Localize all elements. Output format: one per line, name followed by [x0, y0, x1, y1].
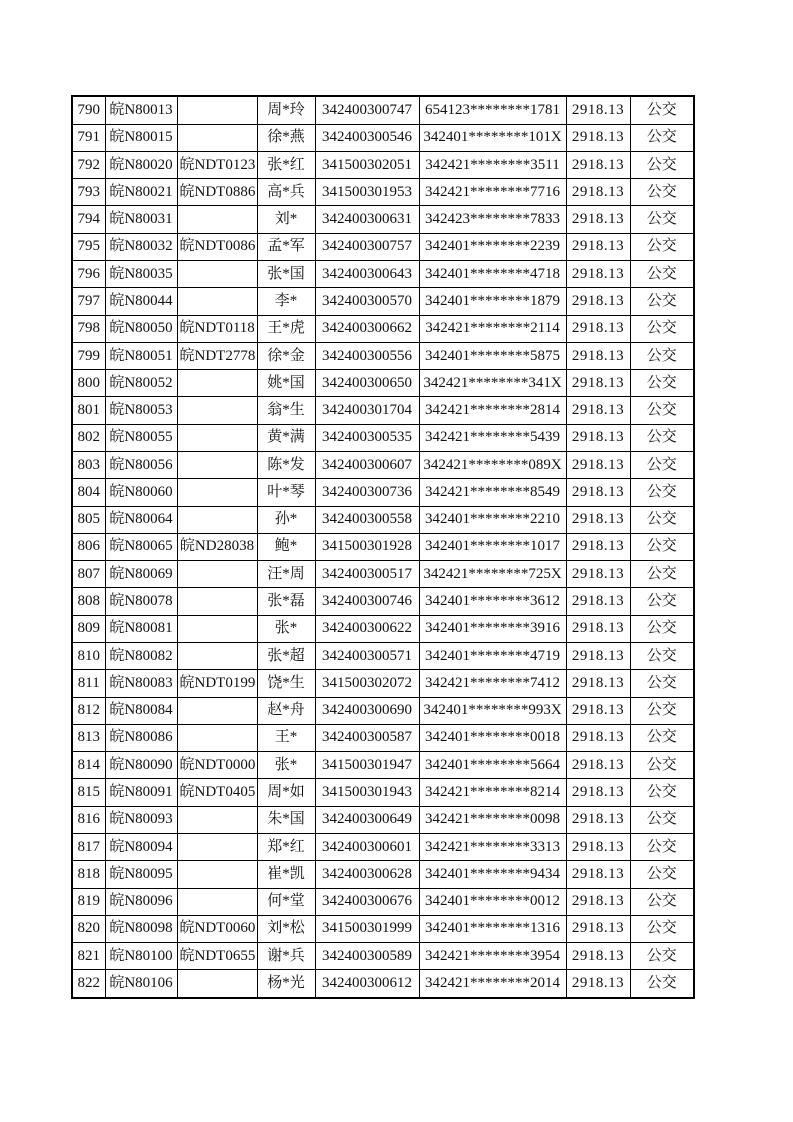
table-row [72, 424, 694, 451]
cell-amount: 2918.13 [566, 397, 630, 424]
cell-amount: 2918.13 [566, 206, 630, 233]
cell-seq-number: 792 [72, 151, 105, 178]
cell-license-plate: 皖N80051 [105, 342, 177, 369]
cell-old-license-plate [177, 642, 257, 669]
cell-old-license-plate [177, 452, 257, 479]
cell-usage-type: 公交 [630, 452, 694, 479]
cell-old-license-plate [177, 96, 257, 124]
table-row [72, 806, 694, 833]
cell-old-license-plate: 皖NDT0655 [177, 943, 257, 970]
cell-amount: 2918.13 [566, 561, 630, 588]
cell-seq-number: 809 [72, 615, 105, 642]
cell-cert-number: 342400300746 [315, 588, 419, 615]
cell-id-number: 342421********341X [419, 370, 566, 397]
cell-seq-number: 819 [72, 888, 105, 915]
cell-id-number: 342421********2014 [419, 970, 566, 998]
cell-owner-name: 王* [257, 724, 315, 751]
table-row [72, 233, 694, 260]
cell-id-number: 342421********3511 [419, 151, 566, 178]
cell-license-plate: 皖N80100 [105, 943, 177, 970]
cell-id-number: 342401********0018 [419, 724, 566, 751]
cell-license-plate: 皖N80081 [105, 615, 177, 642]
cell-id-number: 342401********1017 [419, 533, 566, 560]
table-row [72, 642, 694, 669]
table-row [72, 397, 694, 424]
cell-owner-name: 徐*金 [257, 342, 315, 369]
cell-cert-number: 342400300556 [315, 342, 419, 369]
cell-id-number: 342401********1879 [419, 288, 566, 315]
cell-license-plate: 皖N80096 [105, 888, 177, 915]
cell-cert-number: 342400300601 [315, 833, 419, 860]
cell-cert-number: 342400300690 [315, 697, 419, 724]
cell-id-number: 342421********0098 [419, 806, 566, 833]
cell-id-number: 342401********5875 [419, 342, 566, 369]
cell-usage-type: 公交 [630, 151, 694, 178]
cell-id-number: 342401********101X [419, 124, 566, 151]
cell-owner-name: 姚*国 [257, 370, 315, 397]
cell-cert-number: 342400301704 [315, 397, 419, 424]
cell-usage-type: 公交 [630, 96, 694, 124]
cell-owner-name: 徐*燕 [257, 124, 315, 151]
cell-owner-name: 陈*发 [257, 452, 315, 479]
cell-id-number: 342421********8214 [419, 779, 566, 806]
cell-usage-type: 公交 [630, 233, 694, 260]
cell-license-plate: 皖N80052 [105, 370, 177, 397]
cell-amount: 2918.13 [566, 96, 630, 124]
cell-usage-type: 公交 [630, 288, 694, 315]
cell-seq-number: 799 [72, 342, 105, 369]
cell-old-license-plate [177, 970, 257, 998]
cell-usage-type: 公交 [630, 206, 694, 233]
cell-id-number: 342401********4718 [419, 261, 566, 288]
cell-license-plate: 皖N80106 [105, 970, 177, 998]
cell-id-number: 342401********993X [419, 697, 566, 724]
cell-usage-type: 公交 [630, 424, 694, 451]
table-row [72, 506, 694, 533]
cell-usage-type: 公交 [630, 779, 694, 806]
cell-cert-number: 342400300546 [315, 124, 419, 151]
cell-amount: 2918.13 [566, 697, 630, 724]
cell-license-plate: 皖N80021 [105, 179, 177, 206]
cell-old-license-plate [177, 615, 257, 642]
cell-owner-name: 汪*周 [257, 561, 315, 588]
cell-license-plate: 皖N80032 [105, 233, 177, 260]
cell-owner-name: 崔*凯 [257, 861, 315, 888]
table-row [72, 370, 694, 397]
cell-cert-number: 342400300736 [315, 479, 419, 506]
table-row [72, 561, 694, 588]
cell-seq-number: 808 [72, 588, 105, 615]
cell-id-number: 342421********2814 [419, 397, 566, 424]
cell-old-license-plate [177, 888, 257, 915]
cell-license-plate: 皖N80069 [105, 561, 177, 588]
table-row [72, 261, 694, 288]
cell-amount: 2918.13 [566, 452, 630, 479]
table-row [72, 452, 694, 479]
table-row [72, 615, 694, 642]
cell-seq-number: 817 [72, 833, 105, 860]
cell-amount: 2918.13 [566, 179, 630, 206]
cell-license-plate: 皖N80020 [105, 151, 177, 178]
cell-cert-number: 342400300535 [315, 424, 419, 451]
cell-cert-number: 341500301953 [315, 179, 419, 206]
cell-cert-number: 342400300649 [315, 806, 419, 833]
cell-owner-name: 赵*舟 [257, 697, 315, 724]
cell-cert-number: 342400300587 [315, 724, 419, 751]
cell-amount: 2918.13 [566, 833, 630, 860]
cell-usage-type: 公交 [630, 588, 694, 615]
cell-license-plate: 皖N80035 [105, 261, 177, 288]
cell-amount: 2918.13 [566, 261, 630, 288]
table-row [72, 724, 694, 751]
cell-old-license-plate [177, 206, 257, 233]
cell-license-plate: 皖N80031 [105, 206, 177, 233]
cell-old-license-plate: 皖NDT0405 [177, 779, 257, 806]
cell-cert-number: 341500301947 [315, 752, 419, 779]
cell-old-license-plate: 皖NDT0199 [177, 670, 257, 697]
cell-cert-number: 341500302051 [315, 151, 419, 178]
cell-id-number: 342401********1316 [419, 915, 566, 942]
cell-amount: 2918.13 [566, 233, 630, 260]
table-row [72, 479, 694, 506]
cell-seq-number: 793 [72, 179, 105, 206]
cell-seq-number: 803 [72, 452, 105, 479]
cell-owner-name: 高*兵 [257, 179, 315, 206]
cell-owner-name: 黄*满 [257, 424, 315, 451]
cell-amount: 2918.13 [566, 315, 630, 342]
cell-license-plate: 皖N80013 [105, 96, 177, 124]
cell-seq-number: 804 [72, 479, 105, 506]
cell-amount: 2918.13 [566, 642, 630, 669]
cell-cert-number: 342400300757 [315, 233, 419, 260]
cell-usage-type: 公交 [630, 615, 694, 642]
cell-seq-number: 800 [72, 370, 105, 397]
cell-id-number: 342401********4719 [419, 642, 566, 669]
cell-cert-number: 342400300558 [315, 506, 419, 533]
cell-old-license-plate [177, 861, 257, 888]
cell-old-license-plate [177, 833, 257, 860]
table-row [72, 288, 694, 315]
cell-seq-number: 807 [72, 561, 105, 588]
cell-owner-name: 张* [257, 615, 315, 642]
table-row [72, 124, 694, 151]
cell-owner-name: 朱*国 [257, 806, 315, 833]
cell-seq-number: 791 [72, 124, 105, 151]
cell-amount: 2918.13 [566, 615, 630, 642]
cell-owner-name: 鲍* [257, 533, 315, 560]
cell-owner-name: 张*红 [257, 151, 315, 178]
cell-cert-number: 342400300622 [315, 615, 419, 642]
cell-amount: 2918.13 [566, 533, 630, 560]
cell-usage-type: 公交 [630, 861, 694, 888]
cell-id-number: 342423********7833 [419, 206, 566, 233]
cell-license-plate: 皖N80055 [105, 424, 177, 451]
cell-license-plate: 皖N80091 [105, 779, 177, 806]
cell-seq-number: 813 [72, 724, 105, 751]
cell-old-license-plate [177, 370, 257, 397]
cell-usage-type: 公交 [630, 533, 694, 560]
cell-seq-number: 795 [72, 233, 105, 260]
subsidy-table [71, 95, 695, 999]
cell-cert-number: 341500302072 [315, 670, 419, 697]
cell-amount: 2918.13 [566, 588, 630, 615]
table-row [72, 888, 694, 915]
cell-seq-number: 816 [72, 806, 105, 833]
cell-owner-name: 孟*军 [257, 233, 315, 260]
cell-seq-number: 798 [72, 315, 105, 342]
cell-license-plate: 皖N80044 [105, 288, 177, 315]
table-row [72, 151, 694, 178]
cell-old-license-plate [177, 724, 257, 751]
cell-id-number: 342421********7716 [419, 179, 566, 206]
cell-seq-number: 815 [72, 779, 105, 806]
cell-old-license-plate [177, 506, 257, 533]
cell-usage-type: 公交 [630, 179, 694, 206]
cell-old-license-plate [177, 561, 257, 588]
cell-usage-type: 公交 [630, 970, 694, 998]
cell-id-number: 342401********9434 [419, 861, 566, 888]
cell-license-plate: 皖N80064 [105, 506, 177, 533]
cell-cert-number: 342400300589 [315, 943, 419, 970]
cell-cert-number: 342400300631 [315, 206, 419, 233]
table-row [72, 779, 694, 806]
cell-license-plate: 皖N80050 [105, 315, 177, 342]
cell-id-number: 342401********3612 [419, 588, 566, 615]
cell-amount: 2918.13 [566, 779, 630, 806]
cell-seq-number: 818 [72, 861, 105, 888]
cell-cert-number: 342400300571 [315, 642, 419, 669]
cell-owner-name: 王*虎 [257, 315, 315, 342]
cell-id-number: 342421********725X [419, 561, 566, 588]
cell-seq-number: 806 [72, 533, 105, 560]
cell-owner-name: 郑*红 [257, 833, 315, 860]
cell-id-number: 342421********089X [419, 452, 566, 479]
cell-amount: 2918.13 [566, 861, 630, 888]
cell-cert-number: 342400300517 [315, 561, 419, 588]
cell-old-license-plate [177, 479, 257, 506]
cell-seq-number: 796 [72, 261, 105, 288]
cell-seq-number: 790 [72, 96, 105, 124]
cell-amount: 2918.13 [566, 724, 630, 751]
cell-cert-number: 342400300662 [315, 315, 419, 342]
cell-usage-type: 公交 [630, 561, 694, 588]
table-row [72, 588, 694, 615]
cell-amount: 2918.13 [566, 151, 630, 178]
cell-seq-number: 814 [72, 752, 105, 779]
cell-cert-number: 342400300643 [315, 261, 419, 288]
cell-owner-name: 张*国 [257, 261, 315, 288]
cell-license-plate: 皖N80086 [105, 724, 177, 751]
cell-amount: 2918.13 [566, 943, 630, 970]
table-row [72, 342, 694, 369]
cell-seq-number: 810 [72, 642, 105, 669]
cell-usage-type: 公交 [630, 124, 694, 151]
cell-cert-number: 342400300747 [315, 96, 419, 124]
cell-license-plate: 皖N80090 [105, 752, 177, 779]
cell-old-license-plate: 皖NDT0123 [177, 151, 257, 178]
cell-id-number: 654123********1781 [419, 96, 566, 124]
table-row [72, 861, 694, 888]
table-row [72, 752, 694, 779]
cell-old-license-plate [177, 288, 257, 315]
cell-old-license-plate: 皖NDT2778 [177, 342, 257, 369]
cell-usage-type: 公交 [630, 506, 694, 533]
cell-license-plate: 皖N80053 [105, 397, 177, 424]
cell-cert-number: 341500301999 [315, 915, 419, 942]
cell-usage-type: 公交 [630, 833, 694, 860]
cell-usage-type: 公交 [630, 888, 694, 915]
cell-seq-number: 821 [72, 943, 105, 970]
cell-old-license-plate [177, 124, 257, 151]
cell-id-number: 342421********2114 [419, 315, 566, 342]
table-row [72, 315, 694, 342]
cell-cert-number: 342400300612 [315, 970, 419, 998]
cell-usage-type: 公交 [630, 915, 694, 942]
cell-owner-name: 饶*生 [257, 670, 315, 697]
cell-amount: 2918.13 [566, 915, 630, 942]
cell-old-license-plate [177, 424, 257, 451]
cell-owner-name: 周*如 [257, 779, 315, 806]
cell-seq-number: 802 [72, 424, 105, 451]
table-row [72, 670, 694, 697]
cell-old-license-plate: 皖ND28038 [177, 533, 257, 560]
cell-old-license-plate [177, 588, 257, 615]
cell-license-plate: 皖N80083 [105, 670, 177, 697]
cell-seq-number: 820 [72, 915, 105, 942]
cell-usage-type: 公交 [630, 342, 694, 369]
cell-old-license-plate [177, 397, 257, 424]
cell-old-license-plate [177, 806, 257, 833]
table-body [72, 96, 694, 998]
cell-usage-type: 公交 [630, 642, 694, 669]
cell-owner-name: 杨*光 [257, 970, 315, 998]
cell-license-plate: 皖N80084 [105, 697, 177, 724]
cell-license-plate: 皖N80082 [105, 642, 177, 669]
cell-old-license-plate: 皖NDT0086 [177, 233, 257, 260]
table-row [72, 943, 694, 970]
cell-license-plate: 皖N80094 [105, 833, 177, 860]
cell-cert-number: 342400300607 [315, 452, 419, 479]
cell-cert-number: 341500301928 [315, 533, 419, 560]
cell-seq-number: 811 [72, 670, 105, 697]
cell-seq-number: 812 [72, 697, 105, 724]
cell-amount: 2918.13 [566, 479, 630, 506]
cell-cert-number: 342400300628 [315, 861, 419, 888]
cell-cert-number: 342400300570 [315, 288, 419, 315]
cell-id-number: 342401********2239 [419, 233, 566, 260]
cell-amount: 2918.13 [566, 806, 630, 833]
cell-seq-number: 797 [72, 288, 105, 315]
cell-amount: 2918.13 [566, 370, 630, 397]
table-row [72, 206, 694, 233]
cell-seq-number: 794 [72, 206, 105, 233]
cell-owner-name: 谢*兵 [257, 943, 315, 970]
cell-amount: 2918.13 [566, 506, 630, 533]
table-row [72, 697, 694, 724]
cell-owner-name: 李* [257, 288, 315, 315]
cell-id-number: 342401********0012 [419, 888, 566, 915]
table-row [72, 833, 694, 860]
cell-usage-type: 公交 [630, 724, 694, 751]
cell-old-license-plate: 皖NDT0118 [177, 315, 257, 342]
cell-owner-name: 孙* [257, 506, 315, 533]
cell-id-number: 342401********5664 [419, 752, 566, 779]
cell-license-plate: 皖N80095 [105, 861, 177, 888]
cell-id-number: 342421********5439 [419, 424, 566, 451]
cell-usage-type: 公交 [630, 370, 694, 397]
cell-amount: 2918.13 [566, 124, 630, 151]
cell-license-plate: 皖N80065 [105, 533, 177, 560]
cell-id-number: 342401********2210 [419, 506, 566, 533]
cell-owner-name: 张*超 [257, 642, 315, 669]
table-row [72, 179, 694, 206]
cell-owner-name: 张* [257, 752, 315, 779]
cell-id-number: 342421********3313 [419, 833, 566, 860]
cell-cert-number: 341500301943 [315, 779, 419, 806]
cell-amount: 2918.13 [566, 288, 630, 315]
cell-license-plate: 皖N80056 [105, 452, 177, 479]
cell-usage-type: 公交 [630, 479, 694, 506]
cell-old-license-plate: 皖NDT0000 [177, 752, 257, 779]
cell-usage-type: 公交 [630, 261, 694, 288]
cell-owner-name: 周*玲 [257, 96, 315, 124]
cell-license-plate: 皖N80060 [105, 479, 177, 506]
cell-owner-name: 刘* [257, 206, 315, 233]
cell-id-number: 342421********8549 [419, 479, 566, 506]
cell-old-license-plate: 皖NDT0060 [177, 915, 257, 942]
cell-usage-type: 公交 [630, 806, 694, 833]
table-row [72, 96, 694, 124]
cell-owner-name: 刘*松 [257, 915, 315, 942]
cell-license-plate: 皖N80078 [105, 588, 177, 615]
cell-amount: 2918.13 [566, 888, 630, 915]
cell-cert-number: 342400300650 [315, 370, 419, 397]
cell-license-plate: 皖N80093 [105, 806, 177, 833]
cell-cert-number: 342400300676 [315, 888, 419, 915]
table-row [72, 915, 694, 942]
cell-seq-number: 801 [72, 397, 105, 424]
cell-owner-name: 叶*琴 [257, 479, 315, 506]
cell-id-number: 342421********7412 [419, 670, 566, 697]
cell-amount: 2918.13 [566, 752, 630, 779]
table-row [72, 970, 694, 998]
cell-id-number: 342421********3954 [419, 943, 566, 970]
cell-old-license-plate: 皖NDT0886 [177, 179, 257, 206]
cell-old-license-plate [177, 697, 257, 724]
cell-usage-type: 公交 [630, 752, 694, 779]
cell-license-plate: 皖N80015 [105, 124, 177, 151]
cell-seq-number: 822 [72, 970, 105, 998]
cell-usage-type: 公交 [630, 670, 694, 697]
cell-usage-type: 公交 [630, 397, 694, 424]
cell-license-plate: 皖N80098 [105, 915, 177, 942]
cell-old-license-plate [177, 261, 257, 288]
cell-owner-name: 翁*生 [257, 397, 315, 424]
table-row [72, 533, 694, 560]
cell-amount: 2918.13 [566, 970, 630, 998]
cell-id-number: 342401********3916 [419, 615, 566, 642]
cell-usage-type: 公交 [630, 697, 694, 724]
cell-seq-number: 805 [72, 506, 105, 533]
cell-usage-type: 公交 [630, 315, 694, 342]
cell-owner-name: 何*堂 [257, 888, 315, 915]
cell-amount: 2918.13 [566, 670, 630, 697]
cell-usage-type: 公交 [630, 943, 694, 970]
cell-owner-name: 张*磊 [257, 588, 315, 615]
cell-amount: 2918.13 [566, 342, 630, 369]
cell-amount: 2918.13 [566, 424, 630, 451]
